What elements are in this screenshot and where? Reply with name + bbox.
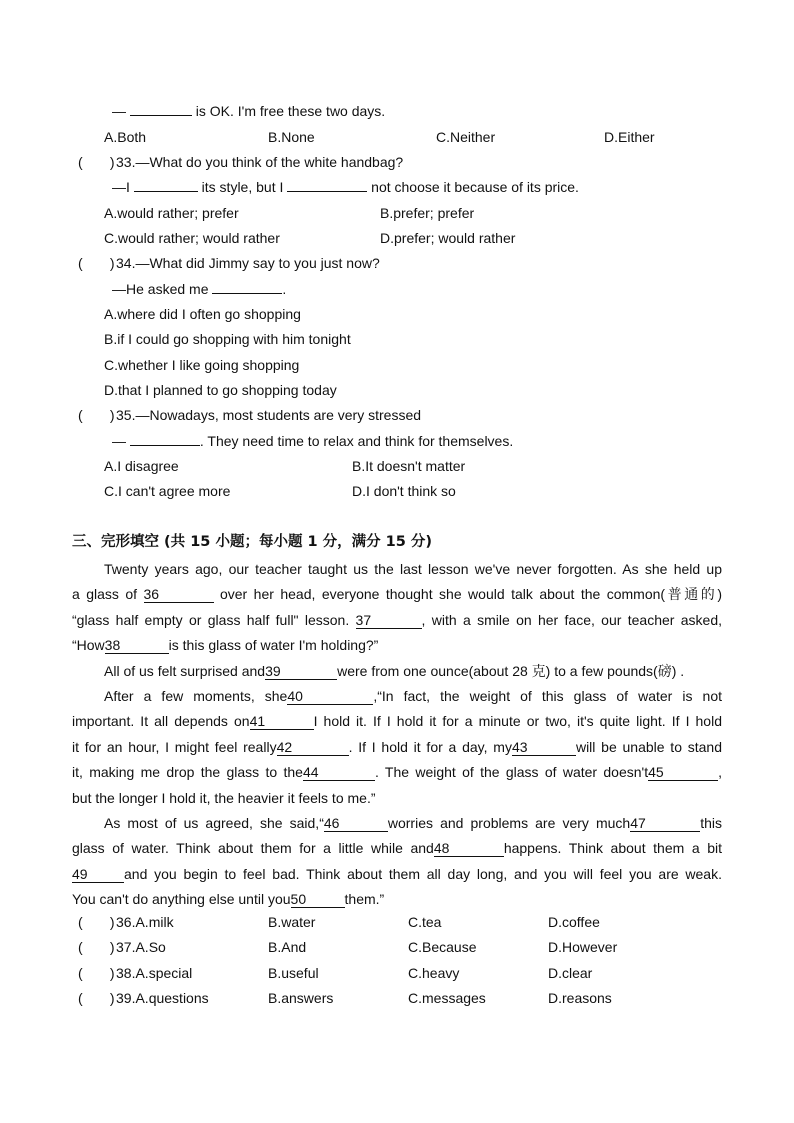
blank-41[interactable]: 41 [250, 714, 314, 730]
passage-line [72, 659, 722, 684]
q33-answer-post: not choose it because of its price. [367, 179, 579, 195]
passage-line [72, 582, 722, 607]
blank-45[interactable]: 45 [648, 765, 718, 781]
q32-option-a: A.Both [104, 129, 147, 145]
q35-answer-pre: — [112, 433, 126, 449]
q38-option-b: B.useful [268, 965, 319, 981]
q35-answer-line [112, 431, 513, 451]
q36-answer-paren[interactable]: ( ) [78, 914, 115, 930]
passage-paragraph-1 [72, 557, 722, 659]
q34-option-c: C.whether I like going shopping [104, 357, 300, 373]
q34-blank [212, 293, 282, 294]
text: . If I hold it for a day, my [348, 738, 512, 755]
q33-blank-1 [134, 191, 198, 192]
q35-answer-paren[interactable]: ( ) [78, 407, 115, 423]
q37-option-d: D.However [548, 939, 618, 955]
q32-option-b: B.None [268, 129, 315, 145]
q38-option-a: 38.A.special [116, 965, 193, 981]
q32-option-c: C.Neither [436, 129, 496, 145]
blank-42[interactable]: 42 [277, 740, 349, 756]
q35-option-a: A.I disagree [104, 458, 179, 474]
blank-49[interactable]: 49 [72, 867, 124, 883]
passage-paragraph-3 [72, 684, 722, 811]
q33-blank-2 [287, 191, 367, 192]
text: it, making me drop the glass to the [72, 764, 303, 781]
q34-option-a: A.where did I often go shopping [104, 306, 301, 322]
q33-option-b: B.prefer; prefer [380, 205, 475, 221]
text: “glass half empty or glass half full" lesson. [72, 611, 350, 628]
text: , with a smile on her face, our teacher asked, [421, 611, 723, 628]
text: but the longer I hold it, the heavier it feels to me.” [72, 789, 376, 806]
text: happens. Think about them a bit [503, 840, 722, 857]
text: will be unable to stand [575, 738, 722, 755]
blank-47[interactable]: 47 [630, 816, 700, 832]
q37-option-b: B.And [268, 939, 307, 955]
q33-option-a: A.would rather; prefer [104, 205, 239, 221]
text: All of us felt surprised and [104, 662, 266, 679]
passage-line [72, 557, 722, 582]
q34-answer-pre: —He asked me [112, 281, 209, 297]
q32-answer-text: is OK. I'm free these two days. [191, 103, 386, 119]
q34-answer-line [112, 279, 286, 299]
q39-option-b: B.answers [268, 990, 334, 1006]
text: this [700, 815, 723, 831]
blank-36[interactable]: 36 [144, 587, 214, 603]
text: Twenty years ago, our teacher taught us the last lesson we've never forgotten. As she held up [104, 561, 722, 577]
passage-line [72, 887, 722, 912]
q37-option-a: 37.A.So [116, 939, 166, 955]
passage-line [72, 735, 722, 760]
passage-line [72, 709, 722, 734]
text: important. It all depends on [72, 713, 250, 730]
passage-line [72, 633, 722, 658]
passage-line [72, 684, 722, 709]
q32-option-d: D.Either [604, 129, 655, 145]
q36-option-d: D.coffee [548, 914, 600, 930]
text: As most of us agreed, she said,“ [104, 815, 324, 831]
q34-stem: 34.—What did Jimmy say to you just now? [116, 255, 380, 271]
passage-line [72, 760, 722, 785]
text: glass of water. Think about them for a little while and [72, 840, 434, 857]
blank-37[interactable]: 37 [356, 613, 422, 629]
passage-line [72, 862, 722, 887]
passage-line [72, 786, 722, 811]
q38-answer-paren[interactable]: ( ) [78, 965, 115, 981]
q37-answer-paren[interactable]: ( ) [78, 939, 115, 955]
q33-stem: 33.—What do you think of the white handbag? [116, 154, 404, 170]
blank-48[interactable]: 48 [434, 841, 504, 857]
q34-option-d: D.that I planned to go shopping today [104, 382, 337, 398]
text: it for an hour, I might feel really [72, 738, 277, 755]
q36-option-a: 36.A.milk [116, 914, 174, 930]
q34-answer-post: . [282, 281, 287, 297]
text: them.” [344, 891, 385, 908]
q35-answer-post: . They need time to relax and think for themselves. [199, 433, 514, 449]
text: ,“In fact, the weight of this glass of water is not [373, 688, 722, 704]
blank-50[interactable]: 50 [291, 892, 345, 908]
text: worries and problems are very much [387, 815, 631, 831]
passage-line [72, 608, 722, 633]
q37-option-c: C.Because [408, 939, 477, 955]
q32-dash: — [112, 103, 126, 119]
q35-option-d: D.I don't think so [352, 483, 456, 499]
q35-stem: 35.—Nowadays, most students are very stressed [116, 407, 422, 423]
blank-39[interactable]: 39 [265, 664, 337, 680]
blank-40[interactable]: 40 [287, 689, 373, 705]
passage-line [72, 811, 722, 836]
q35-blank [130, 445, 200, 446]
q33-answer-pre: —I [112, 179, 130, 195]
passage-paragraph-4 [72, 811, 722, 913]
text: . The weight of the glass of water doesn't [374, 764, 649, 781]
q36-option-b: B.water [268, 914, 316, 930]
q39-option-d: D.reasons [548, 990, 612, 1006]
q39-option-a: 39.A.questions [116, 990, 209, 1006]
q36-option-c: C.tea [408, 914, 442, 930]
q34-answer-paren[interactable]: ( ) [78, 255, 115, 271]
q33-option-c: C.would rather; would rather [104, 230, 280, 246]
passage-line [72, 836, 722, 861]
text: were from one ounce(about 28 克) to a few pounds(磅) . [337, 662, 685, 679]
q32-answer-line [112, 101, 385, 121]
text: over her head, everyone thought she would talk about the common(普通的) [219, 586, 722, 603]
blank-44[interactable]: 44 [303, 765, 375, 781]
text: a glass of [72, 586, 138, 603]
text: I hold it. If I hold it for a minute or two, it's quite light. If I hold [313, 713, 722, 730]
q32-blank [130, 115, 192, 116]
text: and you begin to feel bad. Think about them all day long, and you will feel you are weak. [124, 865, 722, 882]
text: After a few moments, she [104, 688, 288, 704]
q33-answer-mid: its style, but I [197, 179, 284, 195]
q33-option-d: D.prefer; would rather [380, 230, 516, 246]
text: You can't do anything else until you [72, 891, 291, 908]
q39-option-c: C.messages [408, 990, 486, 1006]
q38-option-d: D.clear [548, 965, 593, 981]
blank-46[interactable]: 46 [324, 816, 388, 832]
section-heading: 三、完形填空 (共 15 小题；每小题 1 分，满分 15 分) [72, 534, 433, 550]
q39-answer-paren[interactable]: ( ) [78, 990, 115, 1006]
q33-answer-paren[interactable]: ( ) [78, 154, 115, 170]
q34-option-b: B.if I could go shopping with him tonight [104, 331, 351, 347]
blank-43[interactable]: 43 [512, 740, 576, 756]
q35-option-b: B.It doesn't matter [352, 458, 466, 474]
blank-38[interactable]: 38 [105, 638, 169, 654]
passage-paragraph-2 [72, 659, 722, 684]
text: “How [72, 637, 105, 654]
q33-answer-line [112, 177, 579, 197]
text: , [718, 764, 722, 781]
q38-option-c: C.heavy [408, 965, 460, 981]
text: is this glass of water I'm holding?” [168, 637, 379, 654]
q35-option-c: C.I can't agree more [104, 483, 231, 499]
